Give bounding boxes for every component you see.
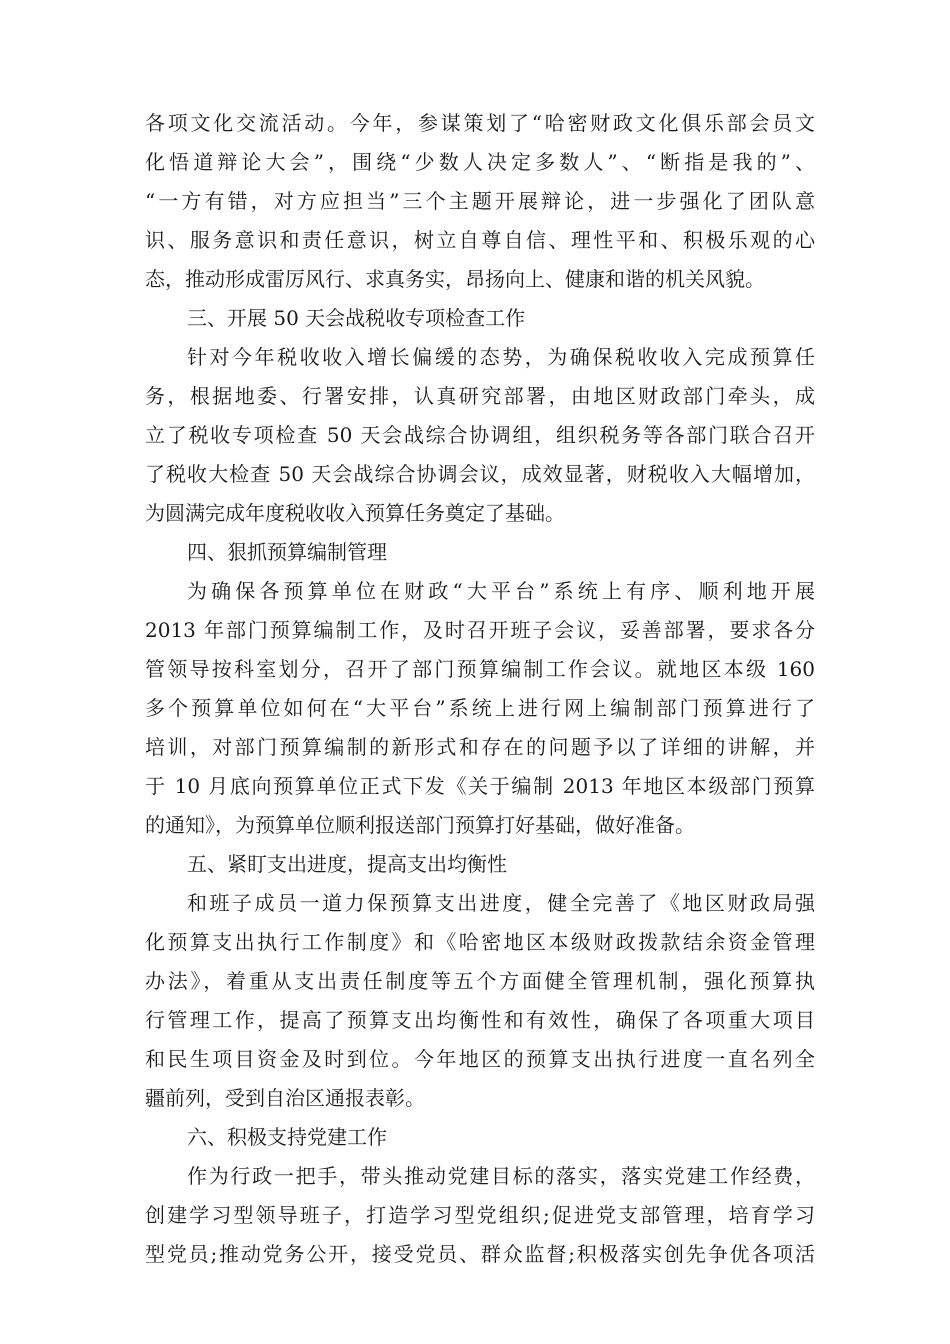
paragraph-line: 态，推动形成雷厉风行、求真务实，昂扬向上、健康和谐的机关风貌。 [145,267,765,291]
paragraph-line: 办法》，着重从支出责任制度等五个方面健全管理机制，强化预算执 [145,969,815,993]
section-heading-5: 五、紧盯支出进度，提高支出均衡性 [187,852,507,876]
paragraph-line: 化预算支出执行工作制度》和《哈密地区本级财政拨款结余资金管理 [145,930,815,954]
paragraph-line: 型党员;推动党务公开，接受党员、群众监督;积极落实创先争优各项活 [145,1242,815,1266]
paragraph-line: 立了税收专项检查 50 天会战综合协调组，组织税务等各部门联合召开 [145,423,815,447]
paragraph-line: 化悟道辩论大会”，围绕“少数人决定多数人”、“断指是我的”、 [145,150,815,174]
paragraph-line: 的通知》，为预算单位顺利报送部门预算打好基础，做好准备。 [145,813,695,837]
section-heading-3: 三、开展 50 天会战税收专项检查工作 [187,306,526,330]
paragraph-line: 疆前列，受到自治区通报表彰。 [145,1086,425,1110]
paragraph-line: 管领导按科室划分，召开了部门预算编制工作会议。就地区本级 160 [145,657,815,681]
paragraph-line: 为圆满完成年度税收收入预算任务奠定了基础。 [145,501,565,525]
paragraph-line: 多个预算单位如何在“大平台”系统上进行网上编制部门预算进行了 [145,696,815,720]
paragraph-line: 识、服务意识和责任意识，树立自尊自信、理性平和、积极乐观的心 [145,228,815,252]
section-heading-4: 四、狠抓预算编制管理 [187,540,387,564]
paragraph-line: 作为行政一把手，带头推动党建目标的落实，落实党建工作经费， [187,1164,815,1188]
paragraph-line: “一方有错，对方应担当”三个主题开展辩论，进一步强化了团队意 [145,189,815,213]
paragraph-line: 务，根据地委、行署安排，认真研究部署，由地区财政部门牵头，成 [145,384,815,408]
paragraph-line: 行管理工作，提高了预算支出均衡性和有效性，确保了各项重大项目 [145,1008,815,1032]
paragraph-line: 2013 年部门预算编制工作，及时召开班子会议，妥善部署，要求各分 [145,618,815,642]
paragraph-line: 培训，对部门预算编制的新形式和存在的问题予以了详细的讲解，并 [145,735,815,759]
paragraph-line: 和班子成员一道力保预算支出进度，健全完善了《地区财政局强 [187,891,815,915]
section-heading-6: 六、积极支持党建工作 [187,1125,387,1149]
paragraph-line: 为确保各预算单位在财政“大平台”系统上有序、顺利地开展 [187,579,815,603]
paragraph-line: 针对今年税收收入增长偏缓的态势，为确保税收收入完成预算任 [187,345,815,369]
paragraph-line: 了税收大检查 50 天会战综合协调会议，成效显著，财税收入大幅增加， [145,462,815,486]
paragraph-line: 各项文化交流活动。今年，参谋策划了“哈密财政文化俱乐部会员文 [145,111,815,135]
paragraph-line: 于 10 月底向预算单位正式下发《关于编制 2013 年地区本级部门预算 [145,774,815,798]
paragraph-line: 和民生项目资金及时到位。今年地区的预算支出执行进度一直名列全 [145,1047,815,1071]
paragraph-line: 创建学习型领导班子，打造学习型党组织;促进党支部管理，培育学习 [145,1203,815,1227]
